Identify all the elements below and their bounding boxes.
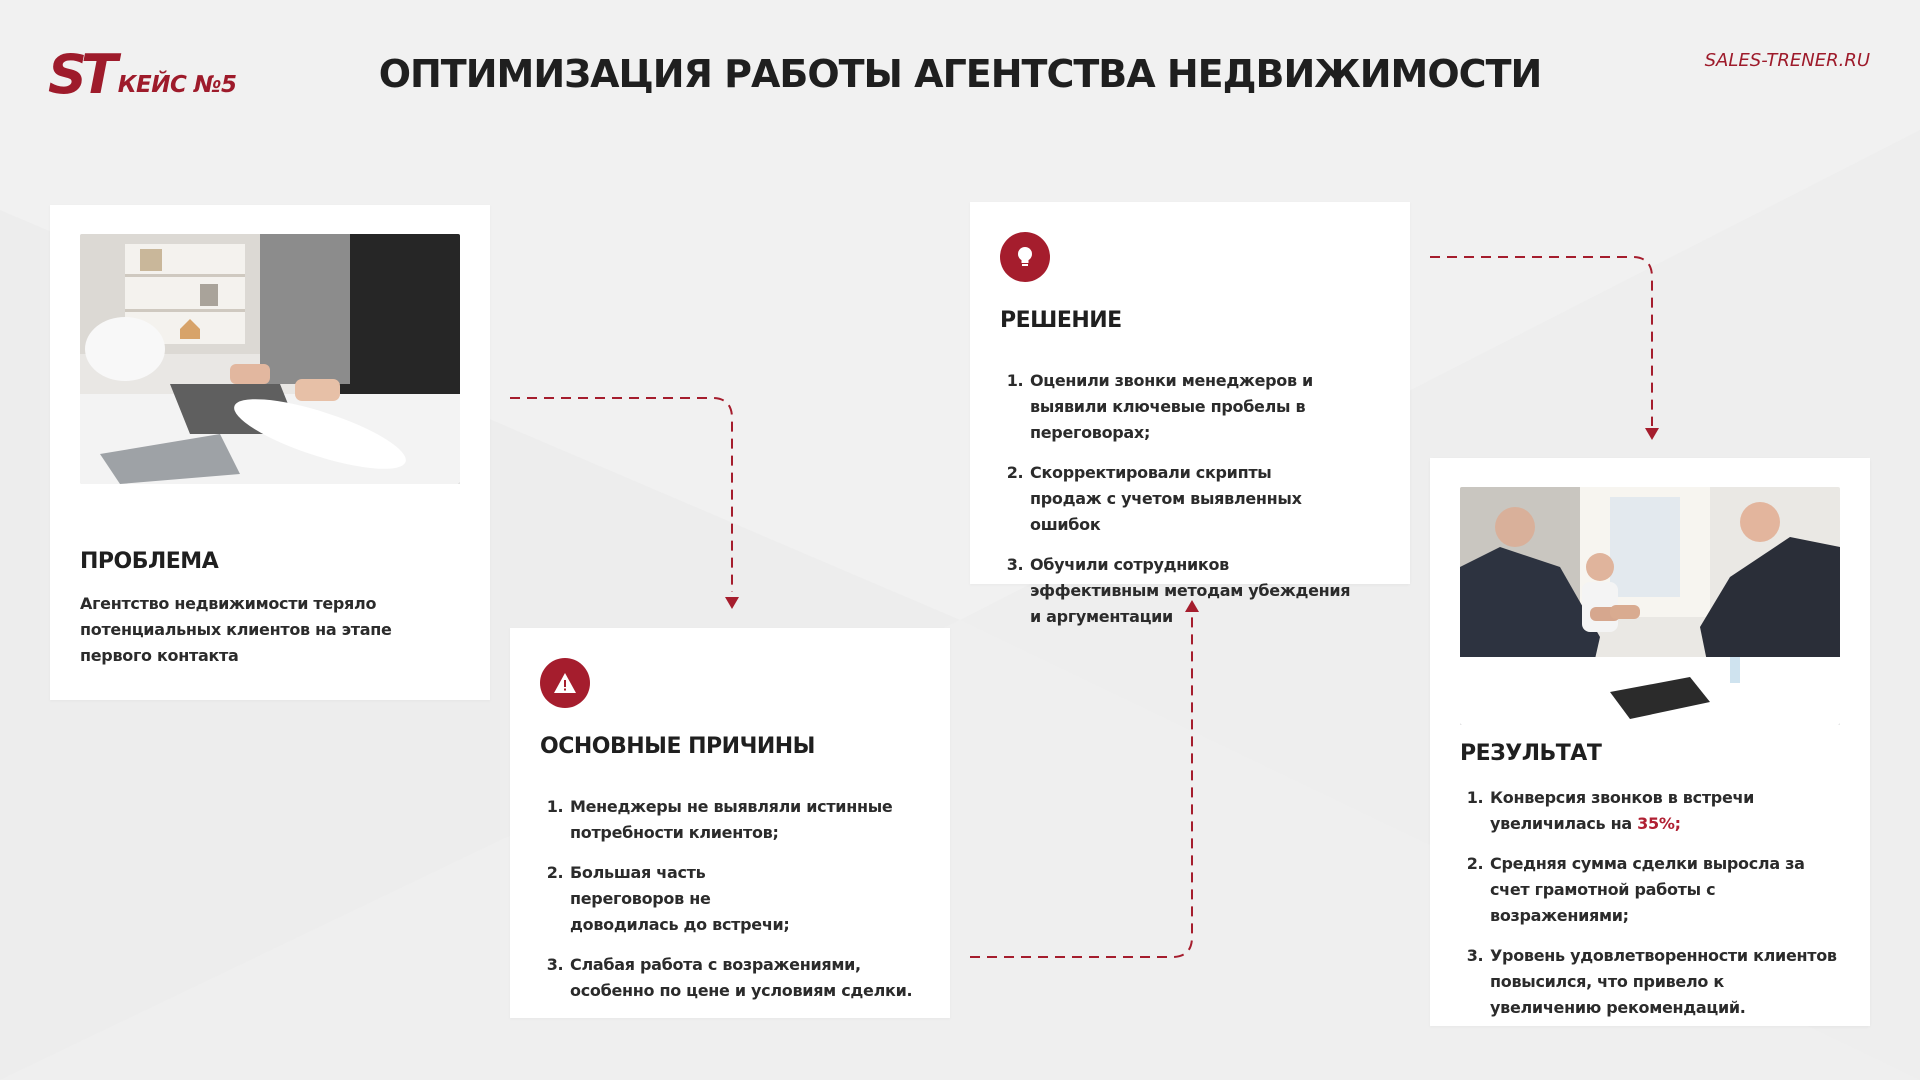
list-item <box>540 860 930 938</box>
problem-title: ПРОБЛЕМА <box>80 549 219 574</box>
handshake-image <box>1460 487 1840 725</box>
list-text-part: Конверсия звонков в встречи увеличилась на <box>1490 788 1755 833</box>
list-text: Средняя сумма сделки выросла за счет грамотной работы с возражениями; <box>1490 854 1805 925</box>
list-item <box>540 952 930 1004</box>
arrowhead-causes <box>725 597 739 609</box>
list-text: Слабая работа с возражениями, особенно по цене и условиям сделки. <box>570 955 913 1000</box>
case-label: КЕЙС №5 <box>117 72 237 98</box>
list-item <box>1000 460 1390 538</box>
list-num: 2. <box>1466 854 1484 873</box>
list-num: 3. <box>546 955 564 974</box>
list-text-end: ; <box>1674 814 1681 833</box>
warning-icon <box>540 658 590 708</box>
office-work-image <box>80 234 460 484</box>
problem-text: Агентство недвижимости теряло потенциальных клиентов на этапе первого контакта <box>80 594 392 665</box>
list-num: 3. <box>1466 946 1484 965</box>
list-item <box>1460 785 1840 837</box>
arrow-problem-to-causes <box>510 398 732 592</box>
list-text: Обучили сотрудников эффективным методам убеждения и аргументации <box>1030 555 1351 626</box>
list-text <box>1490 785 1760 837</box>
list-item <box>1000 368 1390 446</box>
solution-title: РЕШЕНИЕ <box>1000 308 1122 333</box>
arrow-causes-to-solution <box>970 610 1192 957</box>
list-num: 1. <box>546 797 564 816</box>
handshake-photo <box>1460 487 1840 725</box>
list-num: 1. <box>1006 371 1024 390</box>
solution-card <box>970 202 1410 626</box>
list-text: Менеджеры не выявляли истинные потребности клиентов; <box>570 797 893 842</box>
list-text: Большая часть переговоров не доводилась до встречи; <box>570 863 790 934</box>
site-link[interactable]: SALES-TRENER.RU <box>1704 50 1870 71</box>
page-title: ОПТИМИЗАЦИЯ РАБОТЫ АГЕНТСТВА НЕДВИЖИМОСТИ <box>378 52 1542 96</box>
logo-mark: ST <box>48 43 112 106</box>
list-num: 3. <box>1006 555 1024 574</box>
result-title: РЕЗУЛЬТАТ <box>1460 741 1602 766</box>
causes-list <box>540 794 930 1018</box>
list-item <box>1000 552 1390 630</box>
list-text: Уровень удовлетворенности клиентов повысился, что привело к увеличению рекомендаций. <box>1490 946 1837 1017</box>
list-num: 2. <box>546 863 564 882</box>
list-text: Оценили звонки менеджеров и выявили ключевые пробелы в переговорах; <box>1030 371 1313 442</box>
causes-title: ОСНОВНЫЕ ПРИЧИНЫ <box>540 734 815 759</box>
arrowhead-result <box>1645 428 1659 440</box>
result-card <box>1430 458 1870 1026</box>
list-text: Скорректировали скрипты продаж с учетом выявленных ошибок <box>1030 463 1302 534</box>
list-item <box>540 794 930 846</box>
list-num: 1. <box>1466 788 1484 807</box>
office-work-photo <box>80 234 460 484</box>
list-item <box>1460 943 1840 1021</box>
causes-card <box>510 628 950 1018</box>
result-list <box>1460 785 1840 1035</box>
arrow-solution-to-result <box>1430 257 1652 426</box>
solution-list <box>1000 368 1390 644</box>
list-item <box>1460 851 1840 929</box>
lightbulb-icon <box>1000 232 1050 282</box>
list-num: 2. <box>1006 463 1024 482</box>
problem-card <box>50 205 490 700</box>
highlight-value: 35% <box>1637 814 1675 833</box>
